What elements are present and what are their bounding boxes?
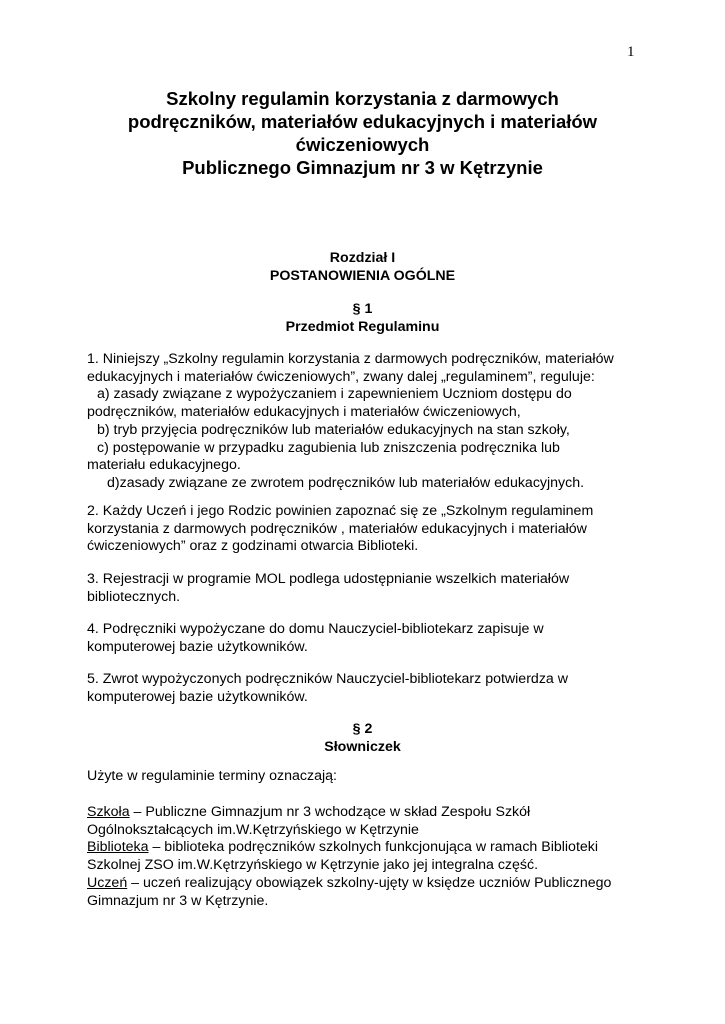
title-line: podręczników, materiałów edukacyjnych i materiałów xyxy=(127,111,598,132)
paragraph-line: edukacyjnych i materiałów ćwiczeniowych”, zwany dalej „regulaminem”, reguluje: xyxy=(87,368,595,385)
paragraph-3 xyxy=(87,571,647,606)
glossary-intro xyxy=(87,768,647,786)
list-item-b: b) tryb przyjęcia podręczników lub materiałów edukacyjnych na stan szkoły, xyxy=(97,421,570,438)
paragraph-line: podręczników, materiałów edukacyjnych i materiałów ćwiczeniowych, xyxy=(87,404,521,421)
glossary-term: Szkoła xyxy=(87,804,130,820)
section-symbol: § 2 xyxy=(352,721,373,737)
glossary-term: Uczeń xyxy=(87,874,128,891)
paragraph-line: materiału edukacyjnego. xyxy=(87,457,241,474)
glossary-definition: – uczeń realizujący obowiązek szkolny-ujęty w księdze uczniów Publicznego xyxy=(127,874,612,891)
page-number: 1 xyxy=(627,44,635,60)
glossary-entry-uczen xyxy=(87,875,647,893)
section-name: Słowniczek xyxy=(324,738,401,755)
chapter-name: POSTANOWIENIA OGÓLNE xyxy=(269,267,456,284)
paragraph-line: 1. Niniejszy „Szkolny regulamin korzystania z darmowych podręczników, materiałów xyxy=(87,351,614,367)
paragraph-line: ćwiczeniowych” oraz z godzinami otwarcia Biblioteki. xyxy=(87,538,419,555)
glossary-entry-biblioteka xyxy=(87,839,647,857)
document-title xyxy=(0,87,725,179)
paragraph-line: bibliotecznych. xyxy=(87,588,181,605)
glossary-definition-cont: Ogólnokształcących im.W.Kętrzyńskiego w Kętrzynie xyxy=(87,821,419,838)
paragraph-2 xyxy=(87,503,647,556)
glossary-entry-szkola xyxy=(87,804,647,822)
glossary-definitions xyxy=(87,804,647,910)
list-item-c: c) postępowanie w przypadku zagubienia lub zniszczenia podręcznika lub xyxy=(97,439,560,456)
glossary-definition: – biblioteka podręczników szkolnych funkcjonująca w ramach Biblioteki xyxy=(148,839,599,856)
section-name: Przedmiot Regulaminu xyxy=(285,318,440,335)
chapter-heading xyxy=(0,250,725,285)
section-2-heading xyxy=(0,721,725,756)
paragraph-line: 4. Podręczniki wypożyczane do domu Nauczyciel-bibliotekarz zapisuje w xyxy=(87,621,544,637)
paragraph-line: 5. Zwrot wypożyczonych podręczników Nauczyciel-bibliotekarz potwierdza w xyxy=(87,671,568,687)
paragraph-1 xyxy=(87,351,647,493)
title-line: Szkolny regulamin korzystania z darmowych xyxy=(166,88,559,109)
list-item-a: a) zasady związane z wypożyczaniem i zapewnieniem Uczniom dostępu do xyxy=(97,386,572,403)
paragraph-line: 3. Rejestracji w programie MOL podlega udostępnianie wszelkich materiałów xyxy=(87,571,570,587)
title-line: ćwiczeniowych xyxy=(295,134,430,155)
list-item-d: d)zasady związane ze zwrotem podręczników lub materiałów edukacyjnych. xyxy=(107,474,585,491)
title-line: Publicznego Gimnazjum nr 3 w Kętrzynie xyxy=(182,157,543,178)
paragraph-line: komputerowej bazie użytkowników. xyxy=(87,688,308,705)
paragraph-line: Użyte w regulaminie terminy oznaczają: xyxy=(87,768,337,784)
paragraph-line: komputerowej bazie użytkowników. xyxy=(87,638,308,655)
paragraph-line: korzystania z darmowych podręczników , materiałów edukacyjnych i materiałów xyxy=(87,520,587,537)
section-symbol: § 1 xyxy=(352,301,373,317)
glossary-definition-cont: Szkolnej ZSO im.W.Kętrzyńskiego w Kętrzynie jako jej integralna część. xyxy=(87,857,539,874)
chapter-label: Rozdział I xyxy=(329,250,396,266)
paragraph-4 xyxy=(87,621,647,656)
glossary-term: Biblioteka xyxy=(87,839,149,856)
paragraph-line: 2. Każdy Uczeń i jego Rodzic powinien zapoznać się ze „Szkolnym regulaminem xyxy=(87,503,594,519)
section-1-heading xyxy=(0,301,725,336)
glossary-definition: – Publiczne Gimnazjum nr 3 wchodzące w skład Zespołu Szkół xyxy=(129,804,531,820)
paragraph-5 xyxy=(87,671,647,706)
glossary-definition-cont: Gimnazjum nr 3 w Kętrzynie. xyxy=(87,892,269,909)
